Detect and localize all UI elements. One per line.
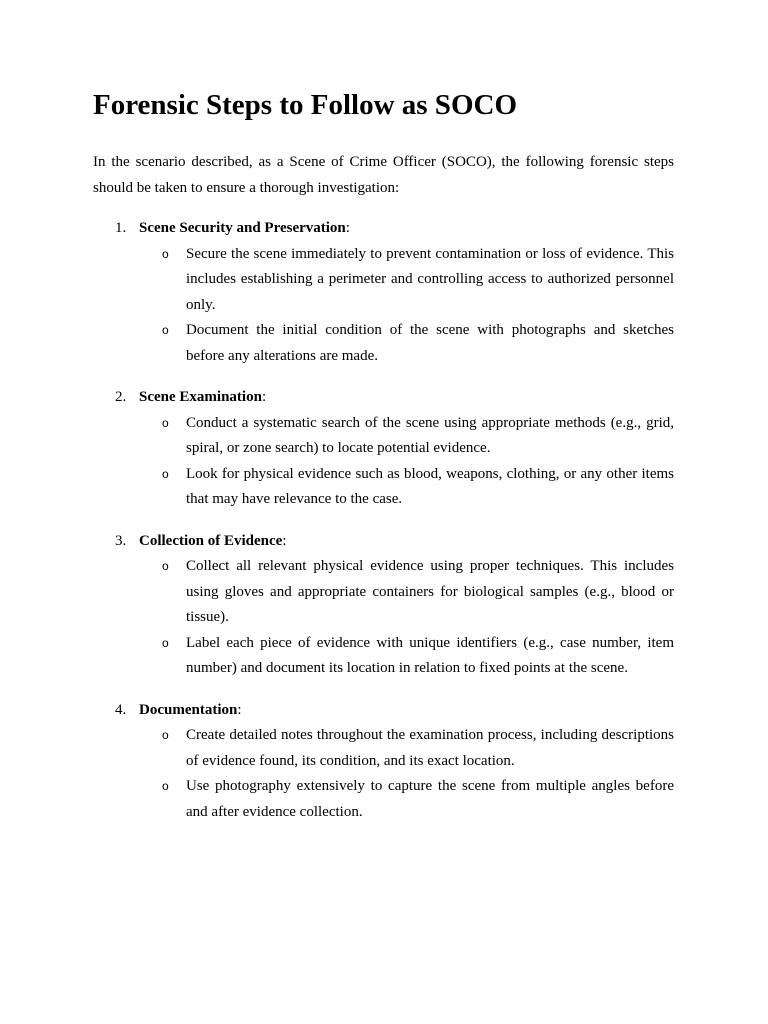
step-number: 1. bbox=[115, 220, 127, 236]
bullet-item bbox=[93, 554, 674, 631]
bullet-item bbox=[93, 411, 674, 462]
page-title: Forensic Steps to Follow as SOCO bbox=[93, 89, 517, 121]
step-colon: : bbox=[237, 701, 242, 718]
bullet-item bbox=[93, 774, 674, 825]
step-title: Scene Examination bbox=[139, 389, 262, 405]
step-heading bbox=[93, 698, 674, 724]
bullet-text: Create detailed notes throughout the examination process, including descriptions of evidence found, its condition, and its exact location. bbox=[186, 727, 674, 769]
bullet-marker: o bbox=[162, 635, 169, 650]
step-item bbox=[93, 216, 674, 369]
step-item bbox=[93, 698, 674, 826]
step-colon: : bbox=[345, 220, 350, 236]
bullet-item bbox=[93, 318, 674, 369]
step-item bbox=[93, 529, 674, 682]
step-bullets bbox=[93, 554, 674, 682]
intro-paragraph: In the scenario described, as a Scene of Crime Officer (SOCO), the following forensic steps should be taken to ensure a thorough investigation: bbox=[93, 154, 674, 196]
bullet-text: Look for physical evidence such as blood, weapons, clothing, or any other items that may have relevance to the case. bbox=[186, 465, 674, 507]
bullet-marker: o bbox=[162, 246, 169, 261]
step-colon: : bbox=[261, 389, 267, 405]
step-heading bbox=[93, 385, 674, 411]
bullet-text: Conduct a systematic search of the scene using appropriate methods (e.g., grid, spiral, or zone search) to locate potential evidence. bbox=[186, 414, 674, 456]
step-colon: : bbox=[282, 532, 287, 549]
step-heading bbox=[93, 216, 674, 242]
step-bullets bbox=[93, 723, 674, 825]
bullet-text: Label each piece of evidence with unique identifiers (e.g., case number, item number) and document its location in relation to fixed points at the scene. bbox=[186, 634, 674, 676]
step-bullets bbox=[93, 242, 674, 370]
bullet-text: Secure the scene immediately to prevent contamination or loss of evidence. This includes establishing a perimeter and controlling access to authorized personnel only. bbox=[186, 245, 674, 313]
bullet-item bbox=[93, 631, 674, 682]
step-number: 4. bbox=[115, 701, 127, 718]
bullet-marker: o bbox=[162, 415, 169, 430]
steps-list bbox=[93, 216, 674, 841]
step-number: 3. bbox=[115, 532, 127, 549]
step-heading bbox=[93, 529, 674, 555]
step-title: Collection of Evidence bbox=[139, 532, 283, 549]
bullet-text: Use photography extensively to capture the scene from multiple angles before and after evidence collection. bbox=[186, 778, 674, 820]
bullet-marker: o bbox=[162, 323, 169, 337]
bullet-marker: o bbox=[162, 559, 169, 573]
bullet-text: Document the initial condition of the scene with photographs and sketches before any alterations are made. bbox=[186, 322, 674, 364]
bullet-item bbox=[93, 242, 674, 319]
bullet-marker: o bbox=[162, 728, 169, 742]
bullet-marker: o bbox=[162, 466, 169, 481]
step-number: 2. bbox=[115, 389, 127, 405]
step-bullets bbox=[93, 411, 674, 513]
bullet-text: Collect all relevant physical evidence using proper techniques. This includes using gloves and appropriate containers for biological samples (e.g., blood or tissue). bbox=[186, 558, 674, 625]
bullet-item bbox=[93, 462, 674, 513]
bullet-item bbox=[93, 723, 674, 774]
bullet-marker: o bbox=[162, 779, 169, 793]
step-title: Scene Security and Preservation bbox=[139, 220, 346, 236]
step-title: Documentation bbox=[139, 701, 238, 718]
step-item bbox=[93, 385, 674, 513]
